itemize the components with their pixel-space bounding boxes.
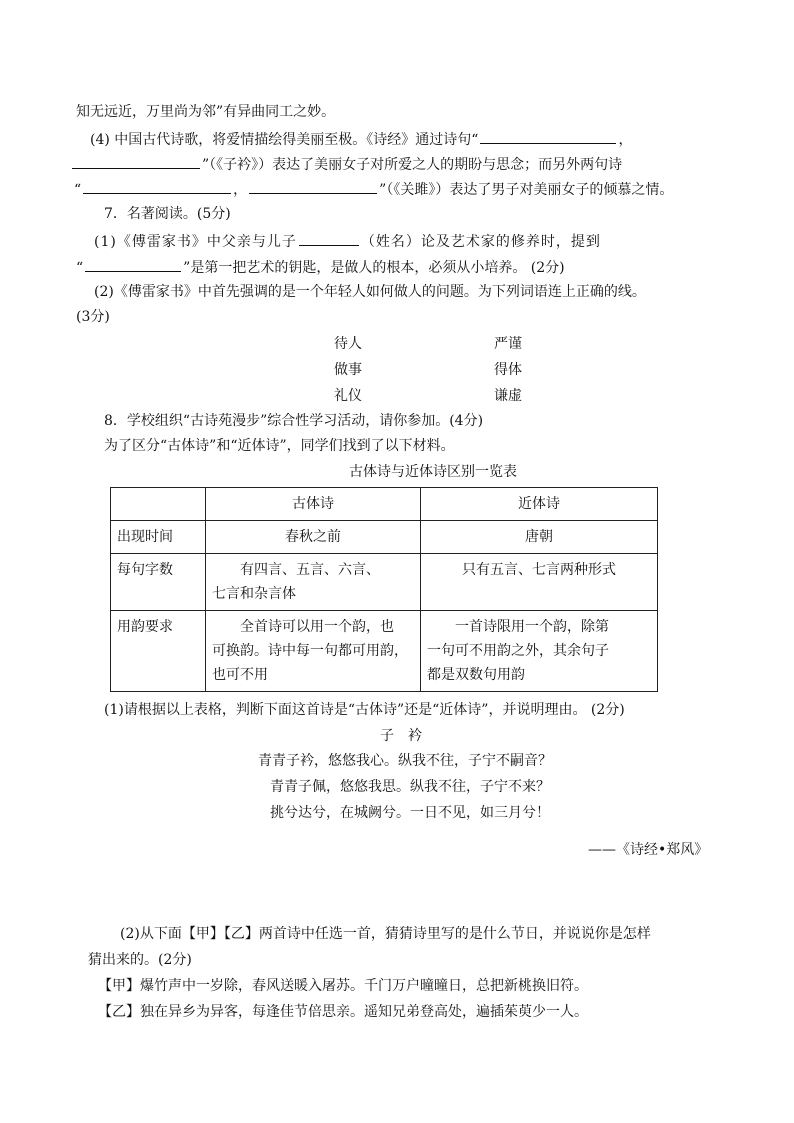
q7-part2-line2: (3分)	[76, 309, 110, 325]
q6-part4-text-f: ”（《关雎》）表达了男子对美丽女子的倾慕之情。	[379, 182, 674, 198]
q7-part1-text-a: (1)《傅雷家书》中父亲与儿子	[94, 234, 297, 250]
cell-line: 可换韵。诗中每一句都可用韵，	[212, 643, 408, 659]
q6-part4-text-c: ”（《子衿》）表达了美丽女子对所爱之人的期盼与思念；而另外两句诗	[202, 157, 623, 173]
header-cell-guti: 古体诗	[206, 488, 421, 521]
cell-line: 七言和杂言体	[212, 586, 296, 602]
row-label: 用韵要求	[111, 611, 206, 692]
match-right-3[interactable]: 谦虚	[494, 388, 522, 404]
answer-blank-key[interactable]	[85, 256, 181, 272]
q7-part2-line1: (2)《傅雷家书》中首先强调的是一个年轻人如何做人的问题。为下列词语连上正确的线。	[94, 284, 646, 300]
poem-yi: 【乙】独在异乡为异客，每逢佳节倍思亲。遥知兄弟登高处，遍插茱萸少一人。	[98, 1004, 588, 1020]
q8-part2-line2: 猜出来的。(2分)	[88, 952, 192, 968]
table-row	[111, 611, 658, 692]
match-left-1[interactable]: 待人	[334, 336, 362, 352]
poem-line-2: 青青子佩，悠悠我思。纵我不往，子宁不来？	[270, 779, 550, 795]
q6-part4-text-a: (4) 中国古代诗歌，将爱情描绘得美丽至极。《诗经》通过诗句“	[90, 132, 479, 148]
q8-part2-line1: (2)从下面【甲】【乙】两首诗中任选一首，猜猜诗里写的是什么节日，并说说你是怎样	[120, 926, 651, 942]
q6-part4-line1	[90, 128, 632, 150]
match-left-2[interactable]: 做事	[334, 362, 362, 378]
answer-blank-2[interactable]	[72, 153, 200, 169]
q7-part1-text-d: ”是第一把艺术的钥匙，是做人的根本，必须从小培养。 (2分)	[183, 260, 565, 276]
q7-part1-line2	[76, 256, 565, 278]
cell-guti	[206, 554, 421, 611]
q8-title: 8．学校组织“古诗苑漫步”综合性学习活动，请你参加。(4分)	[104, 413, 484, 429]
cell-jinti: 只有五言、七言两种形式	[421, 554, 658, 611]
cell-line: 一首诗限用一个韵，除第	[455, 619, 609, 635]
poem-title: 子 衿	[380, 728, 422, 744]
table-row	[111, 521, 658, 554]
table-header-row	[111, 488, 658, 521]
cell-line: 全首诗可以用一个韵，也	[240, 619, 394, 635]
poem-jia: 【甲】爆竹声中一岁除，春风送暖入屠苏。千门万户曈曈日，总把新桃换旧符。	[98, 978, 588, 994]
cell-jinti	[421, 611, 658, 692]
q6-part4-text-d: “	[74, 182, 82, 198]
header-cell-jinti: 近体诗	[421, 488, 658, 521]
match-right-2[interactable]: 得体	[494, 362, 522, 378]
cell-line: 都是双数句用韵	[427, 667, 525, 683]
match-right-1[interactable]: 严谨	[494, 336, 522, 352]
answer-blank-1[interactable]	[480, 128, 616, 144]
q6-part4-line2	[70, 153, 622, 175]
q7-part1-line1	[94, 230, 601, 252]
q7-title: 7．名著阅读。(5分)	[104, 206, 231, 222]
q6-part4-text-b: ，	[618, 132, 633, 148]
cell-line: 一句可不用韵之外，其余句子	[427, 643, 609, 659]
poem-line-3: 挑兮达兮，在城阙兮。一日不见，如三月兮！	[270, 805, 550, 821]
table-row	[111, 554, 658, 611]
q7-part1-text-b: （姓名）论及艺术家的修养时，提到	[360, 234, 601, 250]
q7-part1-text-c: “	[76, 260, 84, 276]
match-left-3[interactable]: 礼仪	[334, 388, 362, 404]
cell-line: 也可不用	[212, 667, 268, 683]
cell-guti: 春秋之前	[206, 521, 421, 554]
row-label: 出现时间	[111, 521, 206, 554]
q6-part4-text-e: ，	[233, 182, 248, 198]
cell-jinti: 唐朝	[421, 521, 658, 554]
answer-blank-name[interactable]	[299, 230, 359, 246]
cell-line: 有四言、五言、六言、	[240, 562, 380, 578]
poem-source: ——《诗经•郑风》	[588, 842, 709, 858]
q6-continuation: 知无远近，万里尚为邻”有异曲同工之妙。	[76, 104, 336, 120]
poem-line-1: 青青子衿，悠悠我心。纵我不往，子宁不嗣音？	[258, 753, 552, 769]
answer-blank-3[interactable]	[83, 178, 231, 194]
q6-part4-line3	[74, 178, 673, 200]
answer-blank-4[interactable]	[249, 178, 377, 194]
table-title: 古体诗与近体诗区别一览表	[349, 464, 517, 480]
comparison-table	[110, 487, 658, 692]
q8-intro: 为了区分“古体诗”和“近体诗”，同学们找到了以下材料。	[104, 438, 455, 454]
cell-guti	[206, 611, 421, 692]
header-cell-empty	[111, 488, 206, 521]
q8-part1: (1)请根据以上表格，判断下面这首诗是“古体诗”还是“近体诗”，并说明理由。 (2分)	[104, 702, 625, 718]
row-label: 每句字数	[111, 554, 206, 611]
